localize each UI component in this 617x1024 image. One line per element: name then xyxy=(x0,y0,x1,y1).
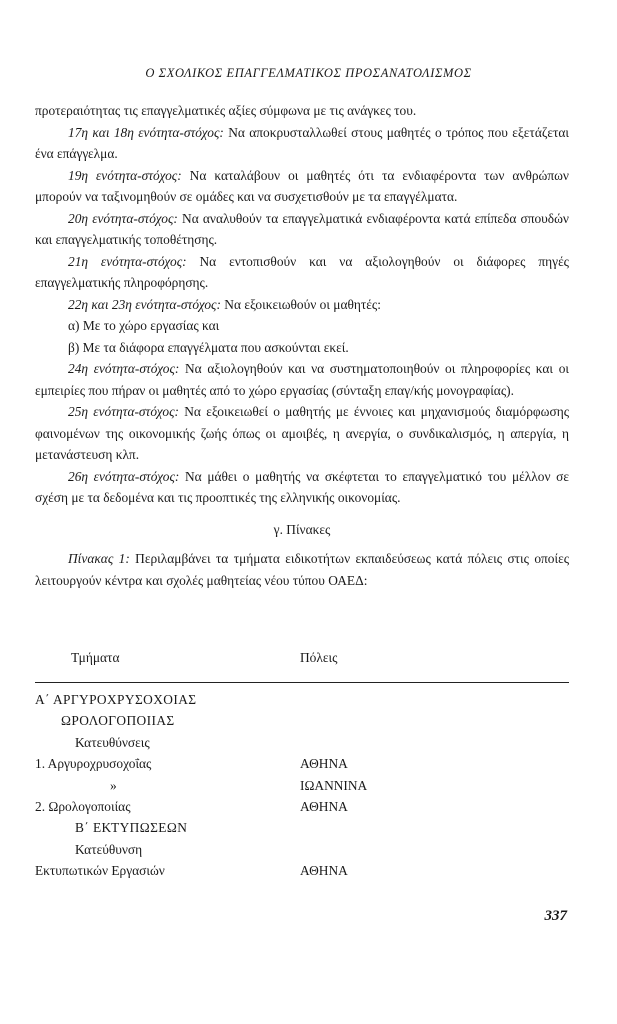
unit-label: 21η ενότητα-στόχος: xyxy=(68,253,187,269)
body-text xyxy=(35,100,569,591)
unit-label: 20η ενότητα-στόχος: xyxy=(68,210,178,226)
paragraph xyxy=(35,208,569,251)
department-cell: Κατευθύνσεις xyxy=(75,734,150,750)
table-intro xyxy=(35,548,569,591)
table-label: Πίνακας 1: xyxy=(68,551,130,566)
city-cell: ΑΘΗΝΑ xyxy=(300,863,348,879)
unit-label: 26η ενότητα-στόχος: xyxy=(68,468,180,484)
table-row xyxy=(35,817,569,838)
table-row xyxy=(35,689,569,710)
department-cell: Β΄ ΕΚΤΥΠΩΣΕΩΝ xyxy=(75,820,188,836)
unit-label: 17η και 18η ενότητα-στόχος: xyxy=(68,124,224,140)
table-row xyxy=(35,775,569,796)
paragraph xyxy=(35,251,569,294)
list-item: α) Με το χώρο εργασίας και xyxy=(68,318,220,333)
table-row xyxy=(35,732,569,753)
list-item: β) Με τα διάφορα επαγγέλματα που ασκούνται εκεί. xyxy=(68,339,349,355)
departments-table xyxy=(35,650,569,882)
paragraph xyxy=(35,401,569,466)
unit-text: Να αναλυθούν τα επαγγελματικά ενδιαφέροντα κατά επίπεδα σπουδών και επαγγελματικής τοποθέτησης. xyxy=(35,210,569,247)
unit-label: 22η και 23η ενότητα-στόχος: xyxy=(68,296,221,312)
department-cell: 1. Αργυροχρυσοχοΐας xyxy=(35,756,152,772)
unit-label: 24η ενότητα-στόχος: xyxy=(68,361,180,376)
running-header: Ο ΣΧΟΛΙΚΟΣ ΕΠΑΓΓΕΛΜΑΤΙΚΟΣ ΠΡΟΣΑΝΑΤΟΛΙΣΜΟΣ xyxy=(145,66,472,80)
unit-text: Να αξιολογηθούν και να συστηματοποιηθούν οι πληροφορίες και οι εμπειρίες που πήραν οι μαθητές από το χώρο εργασίας (σύνταξη επαγ/κής μονογραφίας). xyxy=(35,361,569,398)
unit-label: 19η ενότητα-στόχος: xyxy=(68,167,182,183)
city-cell: ΑΘΗΝΑ xyxy=(300,756,348,772)
unit-label: 25η ενότητα-στόχος: xyxy=(68,404,179,419)
table-row xyxy=(35,796,569,817)
paragraph xyxy=(35,165,569,208)
column-header-cities: Πόλεις xyxy=(300,650,338,665)
table-header xyxy=(35,650,569,678)
department-cell: Κατεύθυνση xyxy=(75,841,143,857)
table-intro-text: Περιλαμβάνει τα τμήματα ειδικοτήτων εκπαιδεύσεως κατά πόλεις στις οποίες λειτουργούν κέντρα και σχολές μαθητείας νέου τύπου ΟΑΕΔ: xyxy=(35,551,569,588)
unit-text: Να εξοικειωθούν οι μαθητές: xyxy=(220,296,381,312)
column-header-departments: Τμήματα xyxy=(71,650,120,665)
table-row xyxy=(35,753,569,774)
city-cell: ΑΘΗΝΑ xyxy=(300,798,348,814)
section-title: γ. Πίνακες xyxy=(273,521,331,537)
paragraph xyxy=(35,122,569,165)
table-rule xyxy=(35,682,569,683)
table-row xyxy=(35,710,569,731)
unit-text: Να αποκρυσταλλωθεί στους μαθητές ο τρόπος που εξετάζεται ένα επάγγελμα. xyxy=(35,124,569,161)
department-cell: Α΄ ΑΡΓΥΡΟΧΡΥΣΟΧΟΙΑΣ xyxy=(35,692,197,707)
paragraph xyxy=(35,358,569,401)
paragraph: προτεραιότητας τις επαγγελματικές αξίες σύμφωνα με τις ανάγκες του. xyxy=(35,103,417,118)
department-cell: ΩΡΟΛΟΓΟΠΟΙΙΑΣ xyxy=(61,713,175,729)
department-cell: Εκτυπωτικών Εργασιών xyxy=(35,863,165,879)
unit-text: Να μάθει ο μαθητής να σκέφτεται το επαγγελματικό του μέλλον σε σχέση με τα δεδομένα και τις προοπτικές της ελληνικής οικονομίας. xyxy=(35,468,569,505)
paragraph xyxy=(35,466,569,509)
unit-text: Να καταλάβουν οι μαθητές ότι τα ενδιαφέροντα των ανθρώπων μπορούν να ταξινομηθούν σε ομάδες και να συσχετισθούν με τα επαγγέλματα. xyxy=(35,167,569,204)
paragraph xyxy=(35,294,569,316)
table-row xyxy=(35,860,569,881)
page-number: 337 xyxy=(544,908,567,924)
table-row xyxy=(35,839,569,860)
department-cell: 2. Ωρολογοποιίας xyxy=(35,798,131,814)
department-cell: » xyxy=(110,777,117,793)
unit-text: Να εξοικειωθεί ο μαθητής με έννοιες και μηχανισμούς διαμόρφωσης φαινομένων της οικονομικής ζωής όπως οι αμοιβές, η ανεργία, ο συνδικαλισμός, η απεργία, η μετανάστευση κλπ. xyxy=(35,404,569,462)
unit-text: Να εντοπισθούν και να αξιολογηθούν οι διάφορες πηγές επαγγελματικής πληροφόρησης. xyxy=(35,253,569,290)
city-cell: ΙΩΑΝΝΙΝΑ xyxy=(300,777,368,793)
